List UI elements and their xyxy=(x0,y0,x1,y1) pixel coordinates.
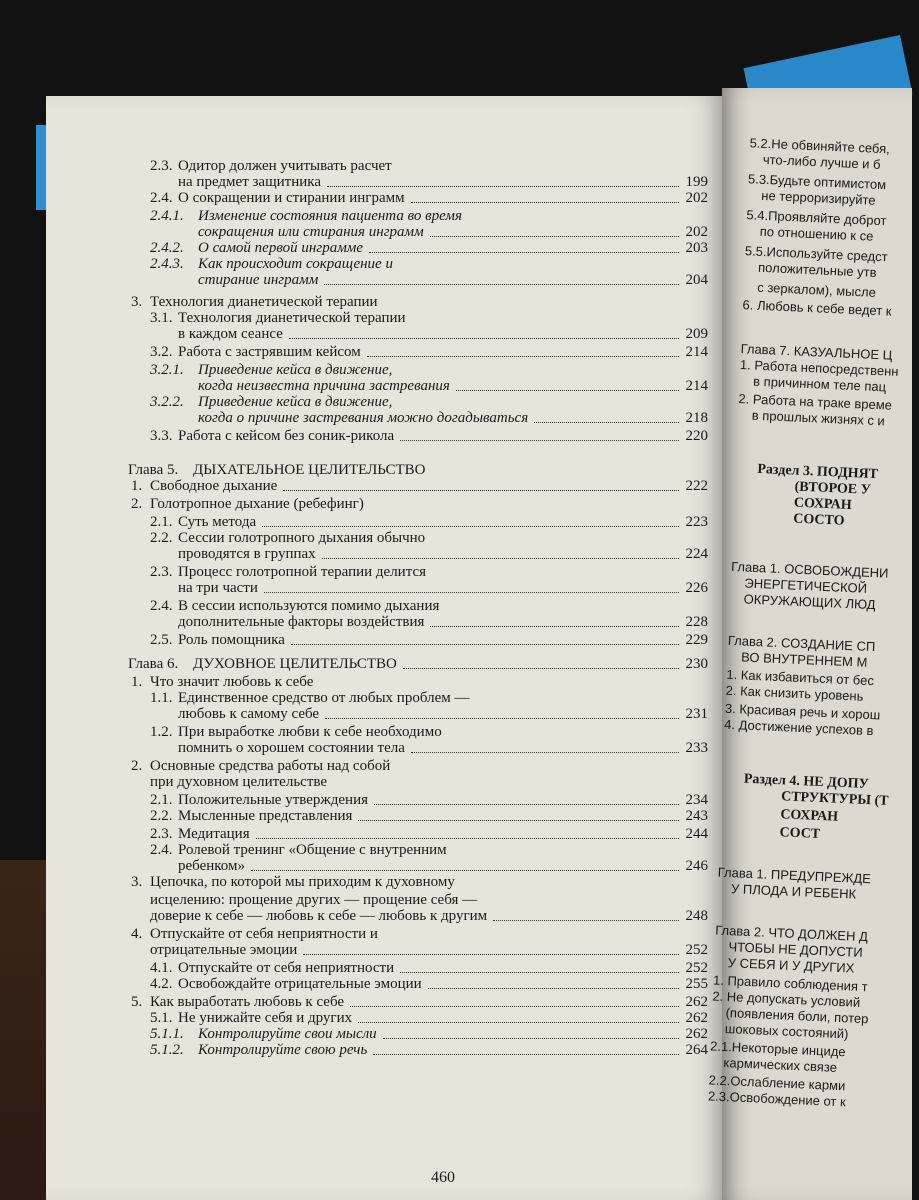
toc-page-number: 202 xyxy=(685,224,708,240)
dot-leader xyxy=(251,870,679,871)
dot-leader xyxy=(456,390,679,391)
toc-page-number: 204 xyxy=(685,272,708,288)
toc-page-number: 246 xyxy=(685,858,708,874)
toc-page-number: 252 xyxy=(685,942,708,958)
toc-entry-number: 5.1.2. xyxy=(150,1042,184,1058)
toc-entry-title: любовь к самому себе xyxy=(178,706,320,722)
dot-leader xyxy=(324,284,679,285)
right-page-line: 1. Правило соблюдения т xyxy=(712,972,868,995)
toc-page-number: 233 xyxy=(685,740,708,756)
toc-entry-number: 3.2.1. xyxy=(150,362,184,378)
right-page-line: СОХРАН xyxy=(793,495,853,514)
dot-leader xyxy=(264,592,679,593)
toc-page-number: 264 xyxy=(685,1042,708,1058)
toc-page-number: 262 xyxy=(685,1026,708,1042)
right-page-line: У ПЛОДА И РЕБЕНК xyxy=(730,881,857,902)
toc-entry-number: 3. xyxy=(131,294,143,310)
right-page-line: 2. Как снизить уровень xyxy=(725,682,864,704)
toc-entry-number: 2.1. xyxy=(150,792,173,808)
right-page-line: с зеркалом), мысле xyxy=(757,279,877,300)
right-page-line: СОСТО xyxy=(792,511,845,529)
right-page-line: СТРУКТУРЫ (Т xyxy=(780,789,889,809)
right-page-line: 5.3.Будьте оптимистом xyxy=(747,171,887,193)
toc-entry-title: Процесс голотропной терапии делится xyxy=(178,564,426,580)
toc-entry-title: При выработке любви к себе необходимо xyxy=(178,724,442,740)
toc-entry-title: Одитор должен учитывать расчет xyxy=(178,158,392,174)
toc-page-number: 262 xyxy=(685,1010,708,1026)
right-page-line: Глава 1. ОСВОБОЖДЕНИ xyxy=(730,558,889,581)
toc-entry-title: в каждом сеансе xyxy=(178,326,283,342)
toc-entry-number: 2.2. xyxy=(150,808,173,824)
toc-page-number: 224 xyxy=(685,546,708,562)
toc-entry-number: 3.1. xyxy=(150,310,173,326)
left-page xyxy=(46,96,726,1200)
right-page-line: 2.2.Ослабление карми xyxy=(708,1072,846,1094)
toc-entry-title: Голотропное дыхание (ребефинг) xyxy=(150,496,364,512)
toc-entry-number: 5.1. xyxy=(150,1010,173,1026)
dot-leader xyxy=(400,440,679,441)
dot-leader xyxy=(303,954,679,955)
dot-leader xyxy=(430,236,679,237)
toc-entry-number: 4. xyxy=(131,926,143,942)
right-page-line: (появления боли, потер xyxy=(725,1005,869,1027)
dot-leader xyxy=(283,490,679,491)
dot-leader xyxy=(291,644,679,645)
toc-entry-number: Глава 5. xyxy=(128,462,179,478)
toc-entry-number: 2.4. xyxy=(150,190,173,206)
dot-leader xyxy=(289,338,679,339)
toc-entry-number: 4.1. xyxy=(150,960,173,976)
toc-entry-title: Работа с кейсом без соник-рикола xyxy=(178,428,395,444)
toc-entry-number: 2. xyxy=(131,758,143,774)
toc-entry-title: Как происходит сокращение и xyxy=(198,256,393,272)
toc-entry-title: сокращения или стирания инграмм xyxy=(198,224,424,240)
toc-entry-number: 2.4.1. xyxy=(150,208,184,224)
dot-leader xyxy=(369,252,679,253)
toc-entry-title: Как выработать любовь к себе xyxy=(150,994,345,1010)
right-page-line: что-либо лучше и б xyxy=(762,151,881,172)
toc-entry-title: доверие к себе — любовь к себе — любовь к другим xyxy=(150,908,488,924)
toc-page-number: 248 xyxy=(685,908,708,924)
right-page-line: шоковых состояний) xyxy=(724,1021,849,1042)
dot-leader xyxy=(327,186,679,187)
toc-entry-title: Основные средства работы над собой xyxy=(150,758,391,774)
toc-entry-number: 2.3. xyxy=(150,158,173,174)
toc-entry-title: Суть метода xyxy=(178,514,257,530)
dot-leader xyxy=(262,526,679,527)
right-page-line: 5.2.Не обвиняйте себя, xyxy=(749,135,891,157)
right-page-line: 1. Как избавиться от бес xyxy=(726,666,875,689)
toc-entry-title: Изменение состояния пациента во время xyxy=(198,208,462,224)
right-page-text xyxy=(707,88,912,1110)
toc-page-number: 228 xyxy=(685,614,708,630)
right-page-line: 2.1.Некоторые инциде xyxy=(709,1038,846,1060)
toc-entry-title: О самой первой инграмме xyxy=(198,240,363,256)
toc-entry-title: Что значит любовь к себе xyxy=(150,674,314,690)
toc-entry-title: Работа с застрявшим кейсом xyxy=(178,344,361,360)
toc-entry-number: 2.4. xyxy=(150,598,173,614)
right-page-line: ЭНЕРГЕТИЧЕСКОЙ xyxy=(744,575,868,596)
right-page-line: 6. Любовь к себе ведет к xyxy=(742,297,892,319)
toc-entry-title: на предмет защитника xyxy=(178,174,321,190)
toc-entry-title: помнить о хорошем состоянии тела xyxy=(178,740,405,756)
toc-entry-title: Роль помощника xyxy=(178,632,285,648)
dot-leader xyxy=(411,202,679,203)
right-page-line: Глава 2. ЧТО ДОЛЖЕН Д xyxy=(714,922,869,945)
toc-page-number: 223 xyxy=(685,514,708,530)
toc-entry-number: Глава 6. xyxy=(128,656,179,672)
right-page-line: ОКРУЖАЮЩИХ ЛЮД xyxy=(743,591,876,613)
toc-page-number: 255 xyxy=(685,976,708,992)
right-page-line: положительные утв xyxy=(757,259,877,280)
toc-entry-title: Контролируйте свои мысли xyxy=(198,1026,377,1042)
toc-page-number: 252 xyxy=(685,960,708,976)
right-page-line: 2.3.Освобождение от к xyxy=(707,1088,847,1110)
dot-leader xyxy=(325,718,679,719)
toc-entry-title: Приведение кейса в движение, xyxy=(198,362,393,378)
toc-entry-number: 2.4.3. xyxy=(150,256,184,272)
toc-entry-title: стирание инграмм xyxy=(198,272,319,288)
toc-entry-title: Не унижайте себя и других xyxy=(178,1010,353,1026)
toc-page-number: 244 xyxy=(685,826,708,842)
right-page-line: Раздел 4. НЕ ДОПУ xyxy=(743,771,870,793)
toc-page-number: 202 xyxy=(685,190,708,206)
right-page-line: в причинном теле пац xyxy=(752,373,887,395)
toc-entry-title: Технология дианетической терапии xyxy=(150,294,378,310)
toc-page-number: 203 xyxy=(685,240,708,256)
dot-leader xyxy=(400,972,679,973)
toc-entry-number: 5. xyxy=(131,994,143,1010)
toc-entry-number: 5.1.1. xyxy=(150,1026,184,1042)
right-page-line: не терроризируйте xyxy=(761,187,876,208)
dot-leader xyxy=(358,1022,679,1023)
toc-entry-title: при духовном целительстве xyxy=(150,774,328,790)
toc-page-number: 230 xyxy=(685,656,708,672)
toc-page-number: 214 xyxy=(685,378,708,394)
right-page-line: Глава 1. ПРЕДУПРЕЖДЕ xyxy=(717,864,872,887)
toc-page-number: 226 xyxy=(685,580,708,596)
toc-entry-title: Освобождайте отрицательные эмоции xyxy=(178,976,422,992)
toc-entry-title: Единственное средство от любых проблем — xyxy=(178,690,470,706)
dot-leader xyxy=(367,356,679,357)
right-page-line: Раздел 3. ПОДНЯТ xyxy=(757,461,879,483)
toc-entry-title: Сессии голотропного дыхания обычно xyxy=(178,530,426,546)
dot-leader xyxy=(411,752,679,753)
toc-entry-title: на три части xyxy=(178,580,258,596)
right-page-line: У СЕБЯ И У ДРУГИХ xyxy=(727,955,855,976)
toc-page-number: 218 xyxy=(685,410,708,426)
page-number: 460 xyxy=(431,1169,455,1186)
toc-entry-title: когда неизвестна причина застревания xyxy=(198,378,450,394)
toc-entry-number: 1. xyxy=(131,478,143,494)
right-page-line: 1. Работа непосредственн xyxy=(739,357,899,379)
right-page-line: 5.5.Используйте средст xyxy=(744,243,888,265)
dot-leader xyxy=(256,838,679,839)
toc-entry-title: Приведение кейса в движение, xyxy=(198,394,393,410)
toc-page-number: 234 xyxy=(685,792,708,808)
chapter-heading: ДУХОВНОЕ ЦЕЛИТЕЛЬСТВО xyxy=(193,656,397,672)
toc-entry-number: 2.4.2. xyxy=(150,240,184,256)
right-page-line: кармических связе xyxy=(723,1054,838,1075)
toc-entry-number: 3.2.2. xyxy=(150,394,184,410)
toc-entry-number: 2.5. xyxy=(150,632,173,648)
right-page-line: Глава 2. СОЗДАНИЕ СП xyxy=(727,632,876,655)
toc-entry-number: 1. xyxy=(131,674,143,690)
toc-page-number: 229 xyxy=(685,632,708,648)
toc-entry-title: отрицательные эмоции xyxy=(150,942,298,958)
right-page-line: по отношению к се xyxy=(759,223,874,244)
toc-entry-number: 1.2. xyxy=(150,724,173,740)
toc-page-number: 199 xyxy=(685,174,708,190)
dot-leader xyxy=(374,804,679,805)
toc-entry-title: Положительные утверждения xyxy=(178,792,369,808)
right-page-line: СОХРАН xyxy=(780,807,839,825)
toc-entry-title: проводятся в группах xyxy=(178,546,316,562)
toc-entry-title: когда о причине застревания можно догадываться xyxy=(198,410,529,426)
toc-page-number: 209 xyxy=(685,326,708,342)
toc-entry-number: 2.2. xyxy=(150,530,173,546)
toc-entry-title: Медитация xyxy=(178,826,250,842)
right-page-line: (ВТОРОЕ У xyxy=(794,479,872,498)
toc-entry-number: 3.2. xyxy=(150,344,173,360)
toc-page-number: 220 xyxy=(685,428,708,444)
toc-entry-number: 2.3. xyxy=(150,564,173,580)
dot-leader xyxy=(358,820,679,821)
toc-entry-number: 1.1. xyxy=(150,690,173,706)
right-page-line: 4. Достижение успехов в xyxy=(723,716,874,739)
right-page-line: ВО ВНУТРЕННЕМ М xyxy=(740,649,868,670)
toc-entry-title: Отпускайте от себя неприятности xyxy=(178,960,395,976)
dot-leader xyxy=(373,1054,679,1055)
dot-leader xyxy=(383,1038,679,1039)
right-page-line: 2. Работа на траке време xyxy=(738,391,893,413)
toc-page-number: 243 xyxy=(685,808,708,824)
toc-entry-title: Свободное дыхание xyxy=(150,478,278,494)
toc-entry-title: Мысленные представления xyxy=(178,808,353,824)
dot-leader xyxy=(428,988,679,989)
dot-leader xyxy=(403,668,679,669)
toc-entry-title: дополнительные факторы воздействия xyxy=(178,614,425,630)
toc-entry-title: Контролируйте свою речь xyxy=(198,1042,368,1058)
toc-entry-title: О сокращении и стирании инграмм xyxy=(178,190,405,206)
right-page-line: ЧТОБЫ НЕ ДОПУСТИ xyxy=(728,939,863,960)
right-page xyxy=(707,88,912,1200)
dot-leader xyxy=(534,422,679,423)
toc-entry-title: Технология дианетической терапии xyxy=(178,310,406,326)
toc-entry-number: 3.3. xyxy=(150,428,173,444)
dot-leader xyxy=(322,558,679,559)
toc-page-number: 214 xyxy=(685,344,708,360)
dot-leader xyxy=(350,1006,679,1007)
right-page-line: Глава 7. КАЗУАЛЬНОЕ Ц xyxy=(740,341,893,363)
chapter-heading: ДЫХАТЕЛЬНОЕ ЦЕЛИТЕЛЬСТВО xyxy=(193,462,426,478)
toc-page-number: 222 xyxy=(685,478,708,494)
toc-entry-title: ребенком» xyxy=(178,858,246,874)
dot-leader xyxy=(430,626,679,627)
right-page-line: СОСТ xyxy=(779,825,821,842)
toc-entry-number: 2.1. xyxy=(150,514,173,530)
right-page-line: в прошлых жизнях с и xyxy=(751,407,886,429)
right-page-line: 2. Не допускать условий xyxy=(712,988,861,1010)
right-page-line: 3. Красивая речь и хорош xyxy=(724,700,881,723)
toc-entry-title: Цепочка, по которой мы приходим к духовному xyxy=(150,874,455,890)
right-page-line: 5.4.Проявляйте доброт xyxy=(746,207,887,229)
toc-entry-number: 2.4. xyxy=(150,842,173,858)
toc-page-number: 262 xyxy=(685,994,708,1010)
toc-entry-title: Отпускайте от себя неприятности и xyxy=(150,926,378,942)
toc-entry-number: 2. xyxy=(131,496,143,512)
toc-entry-title: исцелению: прощение других — прощение себя — xyxy=(150,892,478,908)
toc-entry-number: 4.2. xyxy=(150,976,173,992)
toc-entry-title: В сессии используются помимо дыхания xyxy=(178,598,440,614)
toc-entry-title: Ролевой тренинг «Общение с внутренним xyxy=(178,842,447,858)
toc-page-number: 231 xyxy=(685,706,708,722)
dot-leader xyxy=(493,920,679,921)
toc-entry-number: 2.3. xyxy=(150,826,173,842)
toc-entry-number: 3. xyxy=(131,874,143,890)
